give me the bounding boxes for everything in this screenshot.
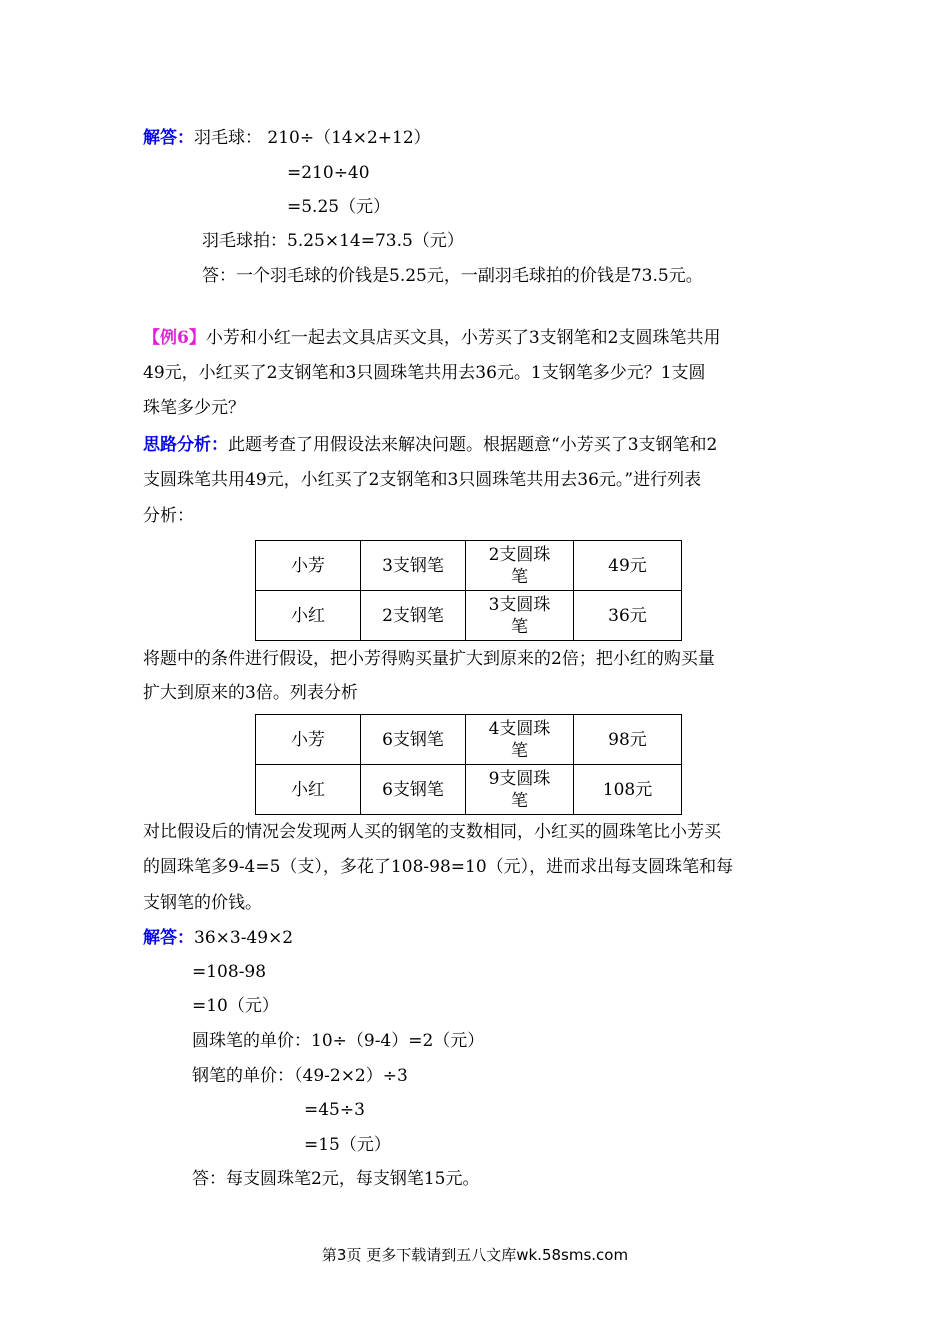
analysis-line-3: 分析： — [143, 506, 194, 526]
solution-line-5: 钢笔的单价：（49-2×2）÷3 — [192, 1066, 408, 1086]
table-cell-text: 2支圆珠笔 — [488, 544, 551, 587]
table-cell: 2支钢笔 — [361, 591, 466, 641]
analysis-text: 此题考查了用假设法来解决问题。根据题意“小芳买了3支钢笔和2 — [228, 435, 718, 455]
table-cell: 108元 — [574, 765, 682, 815]
table-row — [256, 765, 682, 815]
assume-line-2: 扩大到原来的3倍。列表分析 — [143, 683, 358, 703]
table-cell-text: 4支圆珠笔 — [488, 718, 551, 761]
example-line-1 — [143, 326, 720, 350]
answer-line-1 — [143, 126, 431, 150]
analysis-line-1 — [143, 433, 717, 457]
solution-text: 36×3-49×2 — [194, 928, 294, 948]
table-cell: 小芳 — [256, 541, 361, 591]
table-cell-text: 9支圆珠笔 — [488, 768, 551, 811]
solution-line-3: =10（元） — [192, 996, 279, 1016]
table-cell: 3支钢笔 — [361, 541, 466, 591]
solution-line-7: =15（元） — [304, 1135, 391, 1155]
page-footer: 第3页 更多下载请到五八文库wk.58sms.com — [321, 1246, 629, 1264]
compare-line-2: 的圆珠笔多9-4=5（支），多花了108-98=10（元），进而求出每支圆珠笔和每 — [143, 857, 734, 877]
purchase-table-original — [255, 540, 682, 641]
analysis-label: 思路分析： — [143, 435, 228, 455]
compare-line-1: 对比假设后的情况会发现两人买的钢笔的支数相同，小红买的圆珠笔比小芳买 — [143, 822, 721, 842]
solution-line-6: =45÷3 — [304, 1100, 365, 1120]
table-cell: 小红 — [256, 765, 361, 815]
assume-line-1: 将题中的条件进行假设，把小芳得购买量扩大到原来的2倍；把小红的购买量 — [143, 649, 715, 669]
table-cell: 98元 — [574, 715, 682, 765]
analysis-line-2: 支圆珠笔共用49元，小红买了2支钢笔和3只圆珠笔共用去36元。”进行列表 — [143, 470, 702, 490]
solution-line-1 — [143, 926, 293, 950]
answer-line-4: 羽毛球拍：5.25×14=73.5（元） — [202, 231, 464, 251]
purchase-table-assumed — [255, 714, 682, 815]
table-cell: 小芳 — [256, 715, 361, 765]
table-cell: 6支钢笔 — [361, 715, 466, 765]
table-cell: 36元 — [574, 591, 682, 641]
table-cell-text: 3支圆珠笔 — [488, 594, 551, 637]
example-tag: 【例6】 — [143, 328, 206, 348]
solution-line-2: =108-98 — [192, 962, 267, 982]
compare-line-3: 支钢笔的价钱。 — [143, 893, 262, 913]
solution-conclusion: 答：每支圆珠笔2元，每支钢笔15元。 — [192, 1169, 480, 1189]
solution-label: 解答： — [143, 928, 194, 948]
table-cell: 小红 — [256, 591, 361, 641]
example-line-3: 珠笔多少元？ — [143, 398, 245, 418]
table-cell — [466, 541, 574, 591]
example-line-2: 49元，小红买了2支钢笔和3只圆珠笔共用去36元。1支钢笔多少元？1支圆 — [143, 363, 706, 383]
table-row — [256, 715, 682, 765]
table-row — [256, 591, 682, 641]
table-cell: 6支钢笔 — [361, 765, 466, 815]
table-cell: 49元 — [574, 541, 682, 591]
solution-line-4: 圆珠笔的单价：10÷（9-4）=2（元） — [192, 1031, 485, 1051]
table-cell — [466, 591, 574, 641]
answer-line-3: =5.25（元） — [287, 197, 391, 217]
answer-label: 解答： — [143, 128, 194, 148]
table-cell — [466, 715, 574, 765]
table-row — [256, 541, 682, 591]
answer-conclusion: 答：一个羽毛球的价钱是5.25元，一副羽毛球拍的价钱是73.5元。 — [202, 266, 703, 286]
answer-line-2: =210÷40 — [287, 163, 370, 183]
answer-text: 羽毛球： 210÷（14×2+12） — [194, 128, 431, 148]
table-cell — [466, 765, 574, 815]
example-text: 小芳和小红一起去文具店买文具，小芳买了3支钢笔和2支圆珠笔共用 — [205, 328, 721, 348]
